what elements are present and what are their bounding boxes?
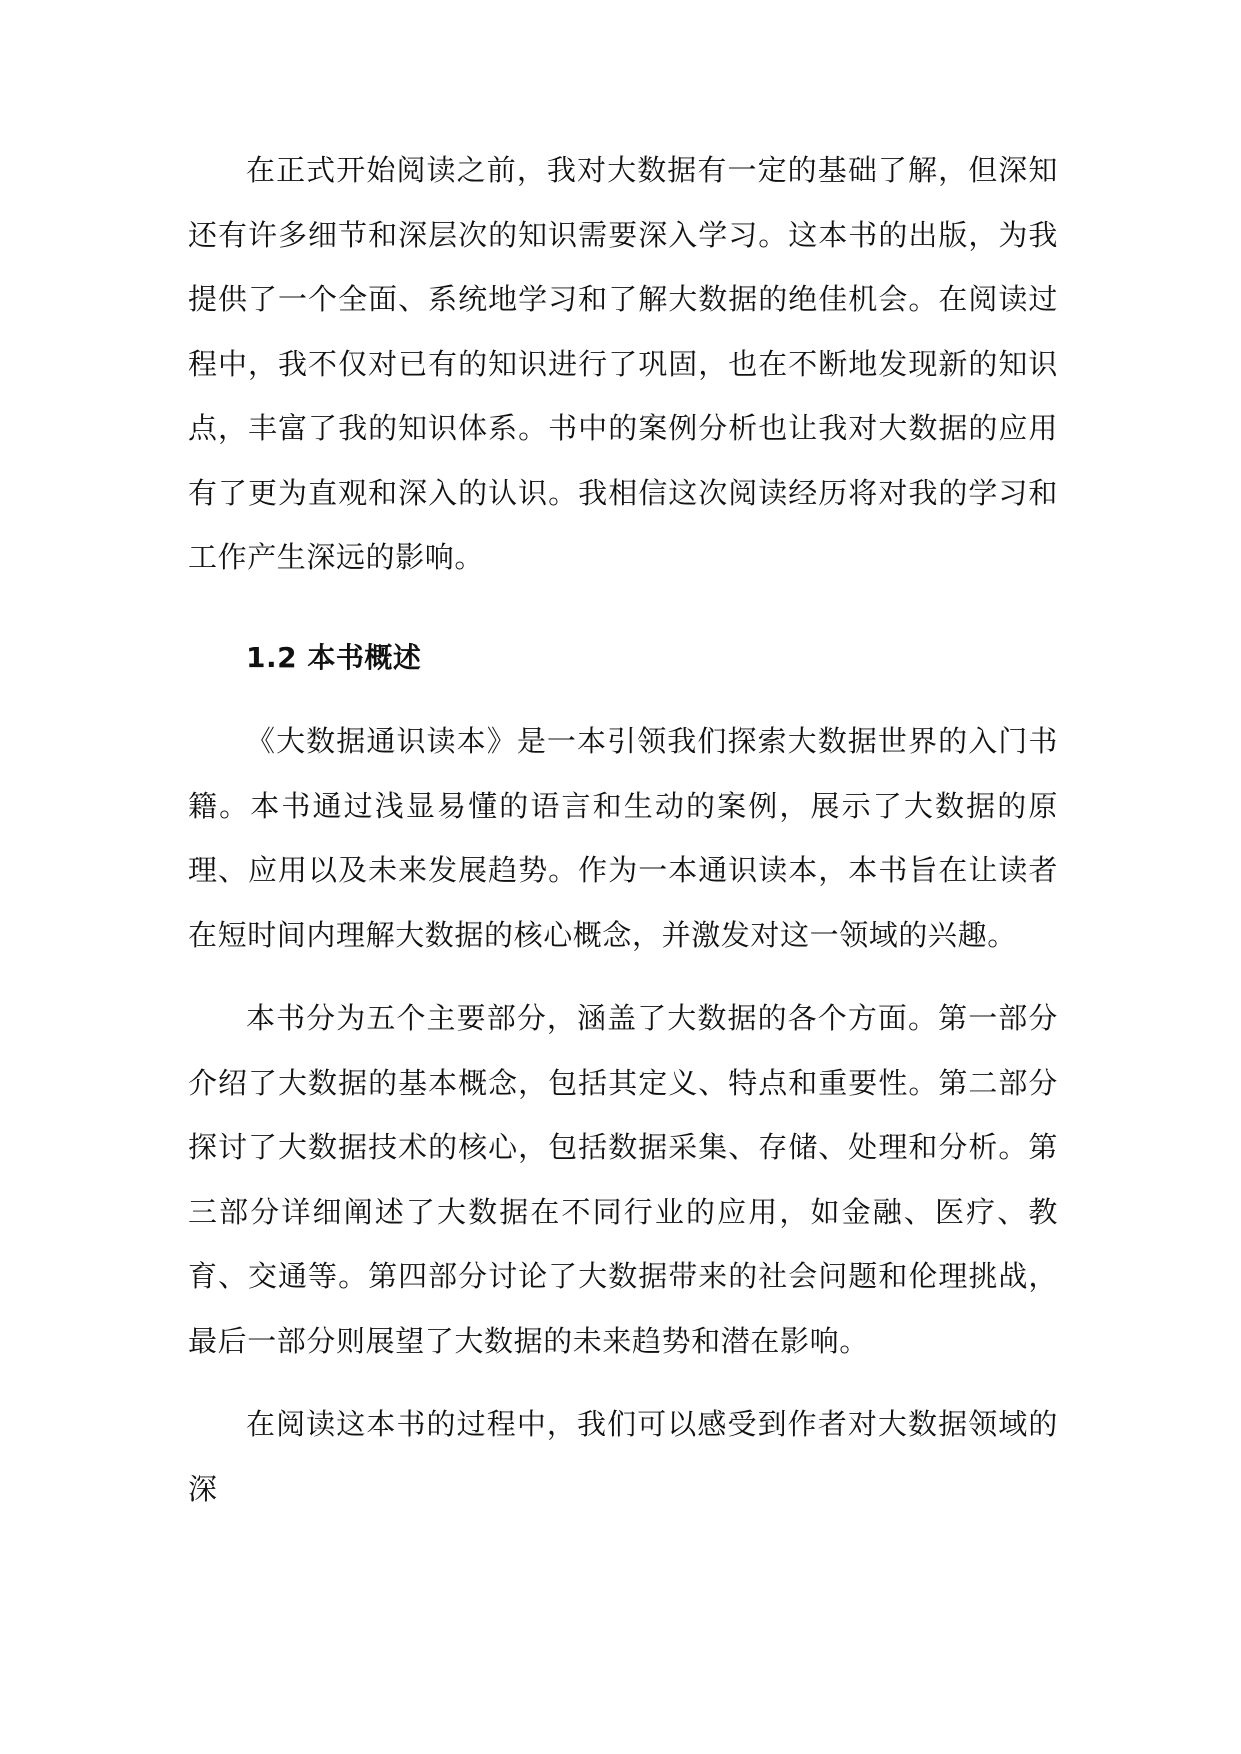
paragraph-reading-background: 在正式开始阅读之前，我对大数据有一定的基础了解，但深知还有许多细节和深层次的知识需要深入学习。这本书的出版，为我提供了一个全面、系统地学习和了解大数据的绝佳机会。在阅读过程中，我不仅对已有的知识进行了巩固，也在不断地发现新的知识点，丰富了我的知识体系。书中的案例分析也让我对大数据的应用有了更为直观和深入的认识。我相信这次阅读经历将对我的学习和工作产生深远的影响。 [188, 153, 1058, 574]
section-heading: 1.2 本书概述 [246, 640, 422, 674]
paragraph-book-structure: 本书分为五个主要部分，涵盖了大数据的各个方面。第一部分介绍了大数据的基本概念，包括其定义、特点和重要性。第二部分探讨了大数据技术的核心，包括数据采集、存储、处理和分析。第三部分详细阐述了大数据在不同行业的应用，如金融、医疗、教育、交通等。第四部分讨论了大数据带来的社会问题和伦理挑战，最后一部分则展望了大数据的未来趋势和潜在影响。 [188, 1001, 1058, 1358]
document-page [188, 138, 1058, 1540]
paragraph-reading-impression: 在阅读这本书的过程中，我们可以感受到作者对大数据领域的深 [188, 1407, 1058, 1506]
paragraph-book-intro: 《大数据通识读本》是一本引领我们探索大数据世界的入门书籍。本书通过浅显易懂的语言和生动的案例，展示了大数据的原理、应用以及未来发展趋势。作为一本通识读本，本书旨在让读者在短时间内理解大数据的核心概念，并激发对这一领域的兴趣。 [188, 724, 1058, 952]
